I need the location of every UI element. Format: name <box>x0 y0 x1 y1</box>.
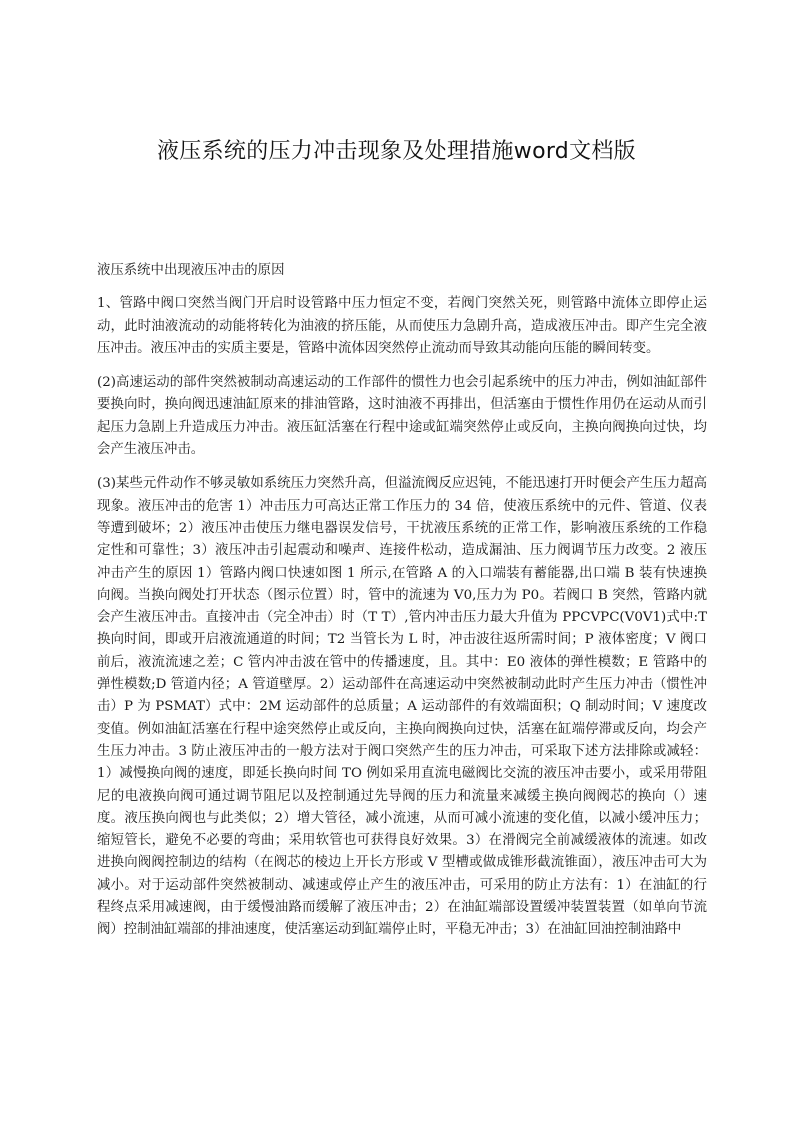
document-body <box>97 260 707 954</box>
section-heading: 液压系统中出现液压冲击的原因 <box>97 263 285 278</box>
paragraph-cause-slow-components: (3)某些元件动作不够灵敏如系统压力突然升高，但溢流阀反应迟钝，不能迅速打开时便会产生压力超高现象。液压冲击的危害 1）冲击压力可高达正常工作压力的 34 倍，使液压系统中的元件、管道、仪表等遭到破坏；2）液压冲击使压力继电器误发信号，干扰液压系统的正常工作，影响液压系统的工作稳定性和可靠性；3）液压冲击引起震动和噪声、连接件松动，造成漏油、压力阀调节压力改变。2 液压冲击产生的原因 1）管路内阀口快速如图 1 所示,在管路 A 的入口端装有蓄能器,出口端 B 装有快速换向阀。当换向阀处打开状态（图示位置）时，管中的流速为 V0,压力为 P0。若阀口 B 突然，管路内就会产生液压冲击。直接冲击（完全冲击）时（T T）,管内冲击压力最大升值为 PPCVPC(V0V1)式中:T 换向时间，即或开启液流通道的时间；T2 当管长为 L 时，冲击波往返所需时间；P 液体密度；V 阀口前后，液流流速之差；C 管内冲击波在管中的传播速度，且。其中：E0 液体的弹性模数；E 管路中的弹性模数;D 管道内径；A 管道壁厚。2）运动部件在高速运动中突然被制动此时产生压力冲击（惯性冲击）P 为 PSMAT）式中：2M 运动部件的总质量；A 运动部件的有效端面积；Q 制动时间；V 速度改变值。例如油缸活塞在行程中途突然停止或反向，主换向阀换向过快，活塞在缸端停滞或反向，均会产生压力冲击。3 防止液压冲击的一般方法对于阀口突然产生的压力冲击，可采取下述方法排除或减轻：1）减慢换向阀的速度，即延长换向时间 TO 例如采用直流电磁阀比交流的液压冲击要小，或采用带阻尼的电液换向阀可通过调节阻尼以及控制通过先导阀的压力和流量来减缓主换向阀阀芯的换向（）速度。液压换向阀也与此类似；2）增大管径，减小流速，从而可减小流速的变化值，以减小缓冲压力；缩短管长，避免不必要的弯曲；采用软管也可获得良好效果。3）在滑阀完全前减缓液体的流速。如改进换向阀阀控制边的结构（在阀芯的棱边上开长方形或 V 型槽或做成锥形截流锥面），液压冲击可大为减小。对于运动部件突然被制动、减速或停止产生的液压冲击，可采用的防止方法有：1）在油缸的行程终点采用减速阀，由于缓慢油路而缓解了液压冲击；2）在油缸端部设置缓冲装置装置（如单向节流阀）控制油缸端部的排油速度，使活塞运动到缸端停止时，平稳无冲击；3）在油缸回油控制油路中 <box>97 476 707 938</box>
paragraph-cause-valve-closing: 1、管路中阀口突然当阀门开启时设管路中压力恒定不变，若阀门突然关死，则管路中流体立即停止运动，此时油液流动的动能将转化为油液的挤压能，从而使压力急剧升高，造成液压冲击。即产生完全液压冲击。液压冲击的实质主要是，管路中流体因突然停止流动而导致其动能向压能的瞬间转变。 <box>97 296 707 356</box>
document-title: 液压系统的压力冲击现象及处理措施word文档版 <box>157 139 636 164</box>
paragraph-cause-braking: (2)高速运动的部件突然被制动高速运动的工作部件的惯性力也会引起系统中的压力冲击，例如油缸部件要换向时，换向阀迅速油缸原来的排油管路，这时油液不再排出，但活塞由于惯性作用仍在运动从而引起压力急剧上升造成压力冲击。液压缸活塞在行程中途或缸端突然停止或反向，主换向阀换向过快，均会产生液压冲击。 <box>97 375 707 458</box>
